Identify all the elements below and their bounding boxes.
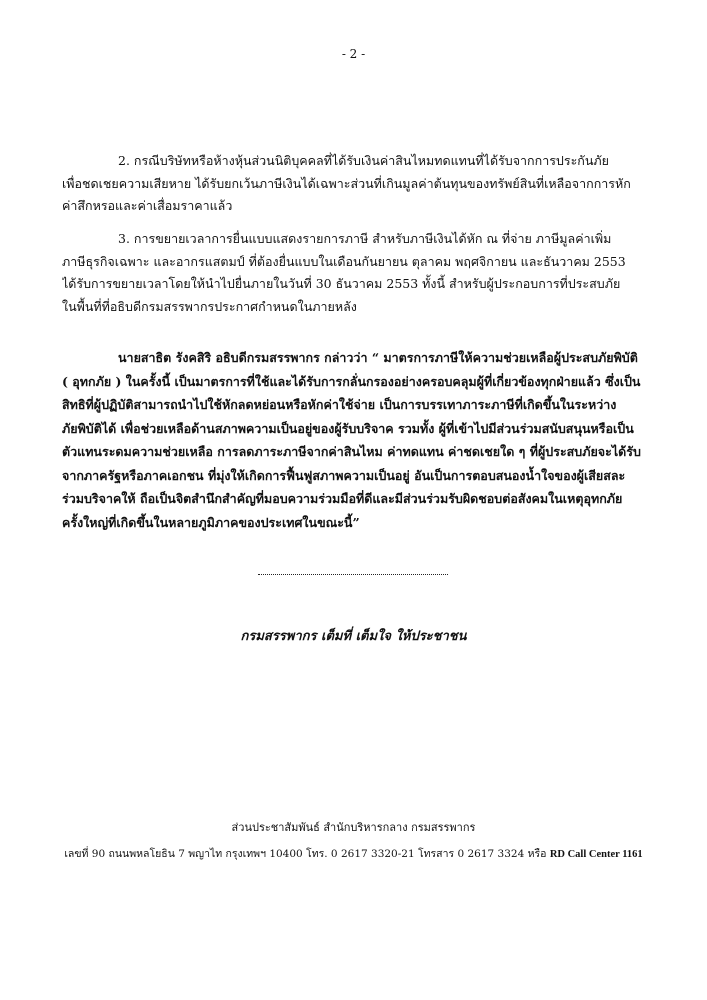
quote-line: จากภาครัฐหรือภาคเอกชน ที่มุ่งให้เกิดการฟื้นฟูสภาพความเป็นอยู่ อันเป็นการตอบสนองน้ำใจของผู้เสียสละ bbox=[62, 467, 626, 483]
department-slogan: กรมสรรพากร เต็มที่ เต็มใจ ให้ประชาชน bbox=[240, 629, 467, 644]
paragraph-line: ค่าสึกหรอและค่าเสื่อมราคาแล้ว bbox=[62, 198, 233, 213]
footer-call-center: RD Call Center 1161 bbox=[549, 849, 643, 860]
footer-address-text: เลขที่ 90 ถนนพหลโยธิน 7 พญาไท กรุงเทพฯ 10400 โทร. 0 2617 3320-21 โทรสาร 0 2617 3324 หรือ bbox=[64, 848, 550, 860]
quote-line: ตัวแทนระดมความช่วยเหลือ การลดภาระภาษีจากค่าสินไหม ค่าทดแทน ค่าชดเชยใด ๆ ที่ผู้ประสบภัยจะได้รับ bbox=[62, 444, 641, 459]
paragraph-line: 3. การขยายเวลาการยื่นแบบแสดงรายการภาษี สำหรับภาษีเงินได้หัก ณ ที่จ่าย ภาษีมูลค่าเพิ่ม bbox=[118, 231, 612, 246]
paragraph-item-3 bbox=[62, 228, 647, 318]
quote-line: ร่วมบริจาคให้ ถือเป็นจิตสำนึกสำคัญที่มอบความร่วมมือที่ดีและมีส่วนร่วมรับผิดชอบต่อสังคมในเหตุอุทกภัย bbox=[62, 491, 623, 506]
paragraph-line: เพื่อชดเชยความเสียหาย ได้รับยกเว้นภาษีเงินได้เฉพาะส่วนที่เกินมูลค่าต้นทุนของทรัพย์สินที่เหลือจากการหัก bbox=[62, 175, 631, 191]
quote-line: ครั้งใหญ่ที่เกิดขึ้นในหลายภูมิภาคของประเทศในขณะนี้” bbox=[62, 514, 360, 530]
quote-line: นายสาธิต รังคสิริ อธิบดีกรมสรรพากร กล่าวว่า “ มาตรการภาษีให้ความช่วยเหลือผู้ประสบภัยพิบัติ bbox=[118, 350, 638, 365]
footer-address bbox=[0, 845, 707, 862]
page-number: - 2 - bbox=[341, 47, 366, 61]
footer-organization: ส่วนประชาสัมพันธ์ สำนักบริหารกลาง กรมสรรพากร bbox=[231, 821, 476, 834]
quote-line: ภัยพิบัติได้ เพื่อช่วยเหลือด้านสภาพความเป็นอยู่ของผู้รับบริจาค รวมทั้ง ผู้ที่เข้าไปมีส่วนร่วมสนับสนุนหรือเป็น bbox=[62, 420, 634, 436]
quote-line: สิทธิที่ผู้ปฏิบัติสามารถนำไปใช้หักลดหย่อนหรือหักค่าใช้จ่าย เป็นการบรรเทาภาระภาษีที่เกิดขึ้นในระหว่าง bbox=[62, 397, 617, 412]
paragraph-line: ภาษีธุรกิจเฉพาะ และอากรแสตมป์ ที่ต้องยื่นแบบในเดือนกันยายน ตุลาคม พฤศจิกายน และธันวาคม 2553 bbox=[62, 253, 626, 269]
dotted-divider bbox=[258, 574, 448, 575]
paragraph-line: 2. กรณีบริษัทหรือห้างหุ้นส่วนนิติบุคคลที่ได้รับเงินค่าสินไหมทดแทนที่ได้รับจากการประกันภัย bbox=[118, 153, 609, 168]
paragraph-line: ในพื้นที่ที่อธิบดีกรมสรรพากรประกาศกำหนดในภายหลัง bbox=[62, 298, 357, 314]
paragraph-line: ได้รับการขยายเวลาโดยให้นำไปยื่นภายในวันที่ 30 ธันวาคม 2553 ทั้งนี้ สำหรับผู้ประกอบการที่ประสบภัย bbox=[62, 276, 621, 291]
director-quote-paragraph bbox=[62, 346, 647, 534]
paragraph-item-2 bbox=[62, 150, 647, 218]
quote-line: ( อุทกภัย ) ในครั้งนี้ เป็นมาตรการที่ใช้และได้รับการกลั่นกรองอย่างครอบคลุมผู้ที่เกี่ยวข้องทุกฝ่ายแล้ว ซึ่งเป็น bbox=[62, 373, 641, 389]
